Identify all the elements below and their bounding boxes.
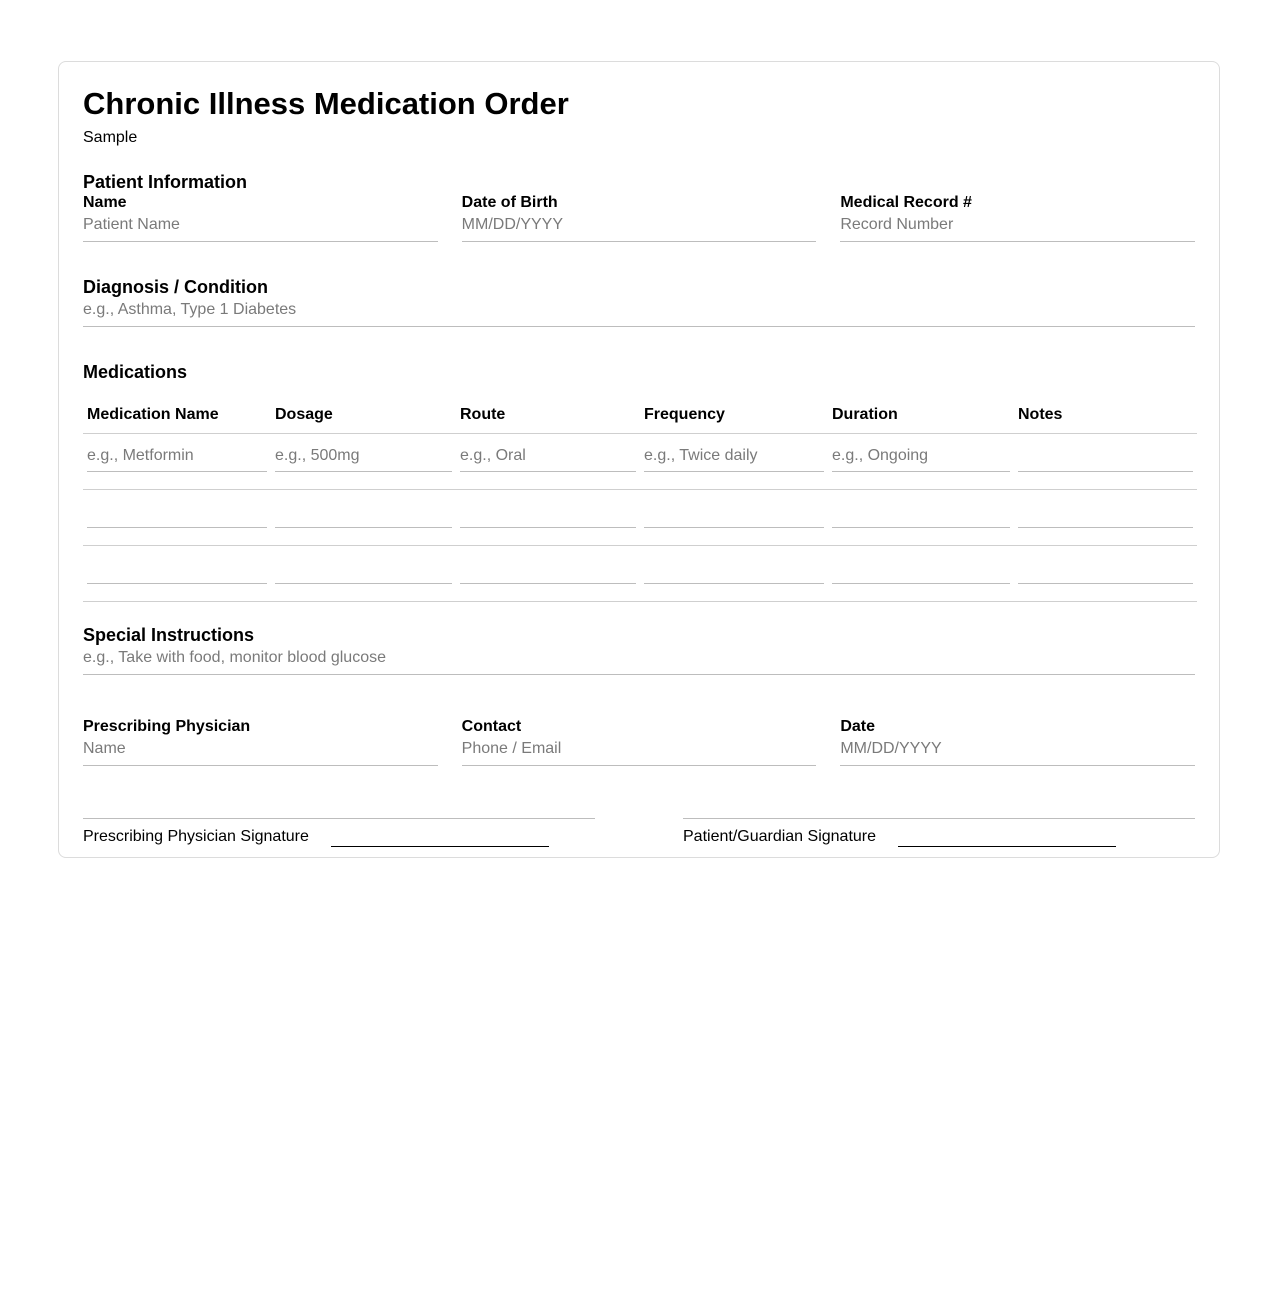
- column-header-frequency: Frequency: [640, 397, 828, 434]
- signatures-section: [83, 818, 1195, 847]
- patient-name-input[interactable]: [83, 213, 438, 242]
- medications-section: [83, 361, 1195, 602]
- medication-row: [83, 490, 1197, 546]
- medication-name-input[interactable]: [87, 556, 267, 584]
- notes-input[interactable]: [1018, 444, 1193, 472]
- column-header-dosage: Dosage: [271, 397, 456, 434]
- physician-section: [83, 717, 1195, 766]
- section-heading-diagnosis: Diagnosis / Condition: [83, 277, 268, 297]
- frequency-input[interactable]: [644, 556, 824, 584]
- medication-name-input[interactable]: [87, 444, 267, 472]
- medical-record-label: Medical Record #: [840, 194, 972, 211]
- physician-contact-label: Contact: [461, 718, 522, 735]
- physician-signature-label: Prescribing Physician Signature: [83, 828, 309, 845]
- diagnosis-section: [83, 276, 1195, 327]
- physician-name-input[interactable]: [83, 737, 438, 766]
- dosage-input[interactable]: [275, 500, 452, 528]
- page-title: Chronic Illness Medication Order: [83, 86, 569, 121]
- patient-signature-line[interactable]: [898, 831, 1116, 847]
- order-date-field: [840, 717, 1195, 766]
- section-heading-special-instructions: Special Instructions: [83, 625, 255, 645]
- physician-name-label: Prescribing Physician: [83, 718, 251, 735]
- section-heading-patient-information: Patient Information: [83, 172, 248, 192]
- date-of-birth-field: [462, 193, 817, 242]
- patient-name-field: [83, 193, 438, 242]
- duration-input[interactable]: [832, 444, 1010, 472]
- patient-name-label: Name: [83, 194, 127, 211]
- physician-signature-line[interactable]: [331, 831, 549, 847]
- diagnosis-input[interactable]: [83, 298, 1195, 327]
- duration-input[interactable]: [832, 500, 1010, 528]
- column-header-notes: Notes: [1014, 397, 1197, 434]
- patient-signature-block: [683, 818, 1195, 847]
- special-instructions-input[interactable]: [83, 646, 1195, 675]
- order-date-label: Date: [840, 718, 876, 735]
- dosage-input[interactable]: [275, 556, 452, 584]
- frequency-input[interactable]: [644, 444, 824, 472]
- physician-name-field: [83, 717, 438, 766]
- order-date-input[interactable]: [840, 737, 1195, 766]
- medication-row: [83, 434, 1197, 490]
- notes-input[interactable]: [1018, 556, 1193, 584]
- route-input[interactable]: [460, 556, 636, 584]
- physician-contact-input[interactable]: [462, 737, 817, 766]
- duration-input[interactable]: [832, 556, 1010, 584]
- patient-signature-label: Patient/Guardian Signature: [683, 828, 877, 845]
- column-header-route: Route: [456, 397, 640, 434]
- medical-record-input[interactable]: [840, 213, 1195, 242]
- column-header-medication-name: Medication Name: [83, 397, 271, 434]
- frequency-input[interactable]: [644, 500, 824, 528]
- notes-input[interactable]: [1018, 500, 1193, 528]
- special-instructions-section: [83, 624, 1195, 675]
- medical-record-field: [840, 193, 1195, 242]
- medication-order-form: [58, 61, 1220, 858]
- dosage-input[interactable]: [275, 444, 452, 472]
- physician-signature-block: [83, 818, 595, 847]
- section-heading-medications: Medications: [83, 362, 188, 382]
- date-of-birth-label: Date of Birth: [461, 194, 558, 211]
- route-input[interactable]: [460, 500, 636, 528]
- medication-row: [83, 546, 1197, 602]
- date-of-birth-input[interactable]: [462, 213, 817, 242]
- route-input[interactable]: [460, 444, 636, 472]
- physician-contact-field: [462, 717, 817, 766]
- medications-header-row: [83, 397, 1197, 434]
- medication-name-input[interactable]: [87, 500, 267, 528]
- medications-table: [83, 397, 1197, 602]
- patient-information-section: [83, 171, 1195, 242]
- form-subtitle: Sample: [83, 129, 138, 146]
- column-header-duration: Duration: [828, 397, 1014, 434]
